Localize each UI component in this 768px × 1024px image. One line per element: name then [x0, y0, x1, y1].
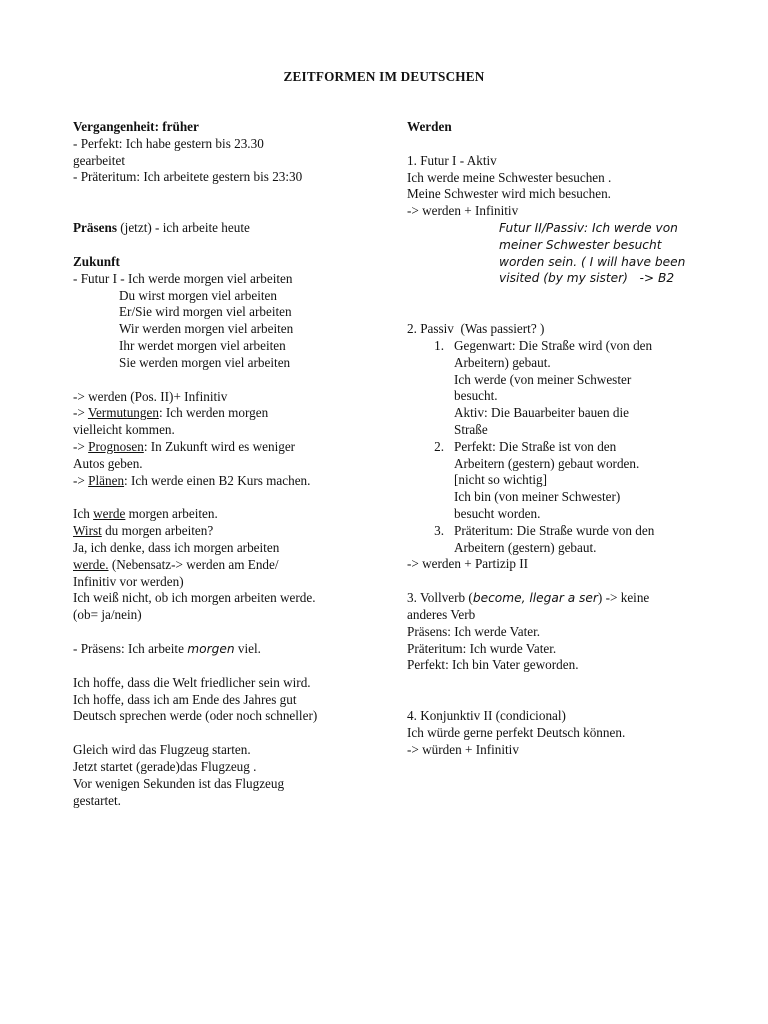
passiv-item — [407, 439, 707, 523]
arrow-prefix: -> — [73, 472, 89, 488]
vollverb-line-2: anderes Verb — [407, 606, 476, 622]
vermutungen-term: Vermutungen — [87, 405, 159, 421]
passiv-item-number: 1. — [434, 337, 444, 353]
example-line-2 — [73, 523, 373, 540]
example-line-6: Ich weiß nicht, ob ich morgen arbeiten werde. — [73, 590, 316, 606]
werden-heading: Werden — [407, 119, 452, 134]
perfekt-line-1: - Perfekt: Ich habe gestern bis 23.30 — [73, 135, 264, 151]
flugzeug-line-2: Jetzt startet (gerade)das Flugzeug . — [73, 758, 257, 774]
futur-aktiv-line: Ich werde meine Schwester besuchen . — [407, 169, 612, 185]
futur-conj-line: Sie werden morgen viel arbeiten — [119, 354, 291, 370]
vermutungen-text: : Ich werden morgen — [158, 405, 269, 421]
vermutungen-line-2: vielleicht kommen. — [73, 422, 175, 438]
hoffe-line-3: Deutsch sprechen werde (oder noch schneller) — [73, 708, 318, 724]
example-text: du morgen arbeiten? — [101, 523, 214, 539]
page-title: ZEITFORMEN IM DEUTSCHEN — [283, 69, 485, 84]
passiv-item-line: Aktiv: Die Bauarbeiter bauen die — [454, 405, 630, 421]
passiv-item-line: Präteritum: Die Straße wurde von den — [454, 522, 655, 538]
passiv-item-line: Ich bin (von meiner Schwester) — [454, 489, 621, 505]
example-italic: morgen — [187, 641, 235, 656]
left-column — [73, 119, 373, 809]
vollverb-text: ) -> keine — [597, 590, 650, 606]
vollverb-heading — [407, 590, 707, 607]
hoffe-line-2: Ich hoffe, dass ich am Ende des Jahres gut — [73, 691, 297, 707]
prognosen-line — [73, 439, 373, 456]
passiv-rule: -> werden + Partizip II — [407, 556, 529, 572]
prognosen-text: : In Zukunft wird es weniger — [143, 438, 296, 454]
vergangenheit-heading: Vergangenheit: früher — [73, 119, 199, 134]
passiv-item-line: Arbeitern) gebaut. — [454, 354, 551, 370]
futur-passiv-line: meiner Schwester besucht — [499, 237, 662, 252]
example-line-7: (ob= ja/nein) — [73, 607, 142, 623]
passiv-item-line: Perfekt: Die Straße ist von den — [454, 438, 617, 454]
vollverb-perfekt: Perfekt: Ich bin Vater geworden. — [407, 657, 579, 673]
arrow-prefix: -> — [73, 438, 89, 454]
konjunktiv-rule: -> würden + Infinitiv — [407, 741, 519, 757]
example-text: viel. — [234, 640, 261, 656]
passiv-item-line: Arbeitern (gestern) gebaut. — [454, 539, 597, 555]
hoffe-line-1: Ich hoffe, dass die Welt friedlicher sein wird. — [73, 674, 311, 690]
vollverb-italic: become, llegar a ser — [472, 591, 598, 606]
praesens-example — [73, 641, 373, 658]
plaenen-line — [73, 473, 373, 490]
passiv-item — [407, 523, 707, 557]
example-line-3: Ja, ich denke, dass ich morgen arbeiten — [73, 539, 280, 555]
passiv-item-number: 3. — [434, 522, 444, 538]
vollverb-text: 3. Vollverb ( — [407, 590, 473, 606]
vermutungen-line — [73, 405, 373, 422]
futur-passiv-line: worden sein. ( I will have been — [499, 254, 686, 269]
futur-passiv-line: visited (by my sister) -> B2 — [499, 271, 675, 286]
right-column — [407, 119, 707, 759]
prognosen-term: Prognosen — [88, 438, 144, 454]
passiv-item-line: Arbeitern (gestern) gebaut worden. — [454, 455, 640, 471]
konjunktiv-heading: 4. Konjunktiv II (condicional) — [407, 708, 566, 724]
passiv-heading: 2. Passiv (Was passiert? ) — [407, 321, 545, 337]
passiv-item-line: Gegenwart: Die Straße wird (von den — [454, 337, 653, 353]
futur-conj-line: Ihr werdet morgen viel arbeiten — [119, 337, 286, 353]
flugzeug-line-3: Vor wenigen Sekunden ist das Flugzeug — [73, 775, 285, 791]
werden-rule: -> werden (Pos. II)+ Infinitiv — [73, 388, 228, 404]
example-text: (Nebensatz-> werden am Ende/ — [108, 556, 279, 572]
example-line-5: Infinitiv vor werden) — [73, 573, 184, 589]
example-line-1 — [73, 506, 373, 523]
futur-conj-line: Wir werden morgen viel arbeiten — [119, 321, 294, 337]
example-text: Ich — [73, 506, 94, 522]
example-underlined: Wirst — [73, 523, 102, 539]
futur-aktiv-heading: 1. Futur I - Aktiv — [407, 152, 497, 168]
passiv-item-line: Ich werde (von meiner Schwester — [454, 371, 632, 387]
flugzeug-line-4: gestartet. — [73, 792, 121, 808]
example-underlined: werde. — [73, 556, 109, 572]
passiv-item-line: [nicht so wichtig] — [454, 472, 548, 488]
passiv-item-line: besucht worden. — [454, 505, 541, 521]
praesens-label: Präsens — [73, 220, 117, 236]
plaenen-term: Plänen — [88, 472, 125, 488]
example-line-4 — [73, 557, 373, 574]
futur-conj-line: Du wirst morgen viel arbeiten — [119, 287, 277, 303]
futur-passiv-line: Futur II/Passiv: Ich werde von — [499, 220, 678, 235]
plaenen-text: : Ich werde einen B2 Kurs machen. — [124, 472, 311, 488]
konjunktiv-line: Ich würde gerne perfekt Deutsch können. — [407, 724, 626, 740]
praesens-text: (jetzt) - ich arbeite heute — [116, 220, 250, 236]
futur-aktiv-line: Meine Schwester wird mich besuchen. — [407, 186, 611, 202]
futur-first-line: - Futur I - Ich werde morgen viel arbeiten — [73, 270, 293, 286]
passiv-item — [407, 338, 707, 439]
vollverb-praesens: Präsens: Ich werde Vater. — [407, 623, 541, 639]
praesens-line — [73, 220, 373, 237]
example-underlined: werde — [93, 506, 126, 522]
prognosen-line-2: Autos geben. — [73, 455, 143, 471]
vollverb-praeteritum: Präteritum: Ich wurde Vater. — [407, 640, 557, 656]
futur-conj-line: Er/Sie wird morgen viel arbeiten — [119, 304, 292, 320]
futur-aktiv-rule: -> werden + Infinitiv — [407, 203, 519, 219]
arrow-prefix: -> — [73, 405, 88, 421]
passiv-item-number: 2. — [434, 438, 444, 454]
flugzeug-line-1: Gleich wird das Flugzeug starten. — [73, 742, 251, 758]
passiv-item-line: besucht. — [454, 388, 498, 404]
zukunft-heading: Zukunft — [73, 253, 120, 269]
example-text: morgen arbeiten. — [125, 506, 218, 522]
passiv-item-line: Straße — [454, 421, 488, 437]
praeteritum-line: - Präteritum: Ich arbeitete gestern bis 23:30 — [73, 169, 303, 185]
example-text: - Präsens: Ich arbeite — [73, 640, 188, 656]
perfekt-line-2: gearbeitet — [73, 152, 125, 168]
